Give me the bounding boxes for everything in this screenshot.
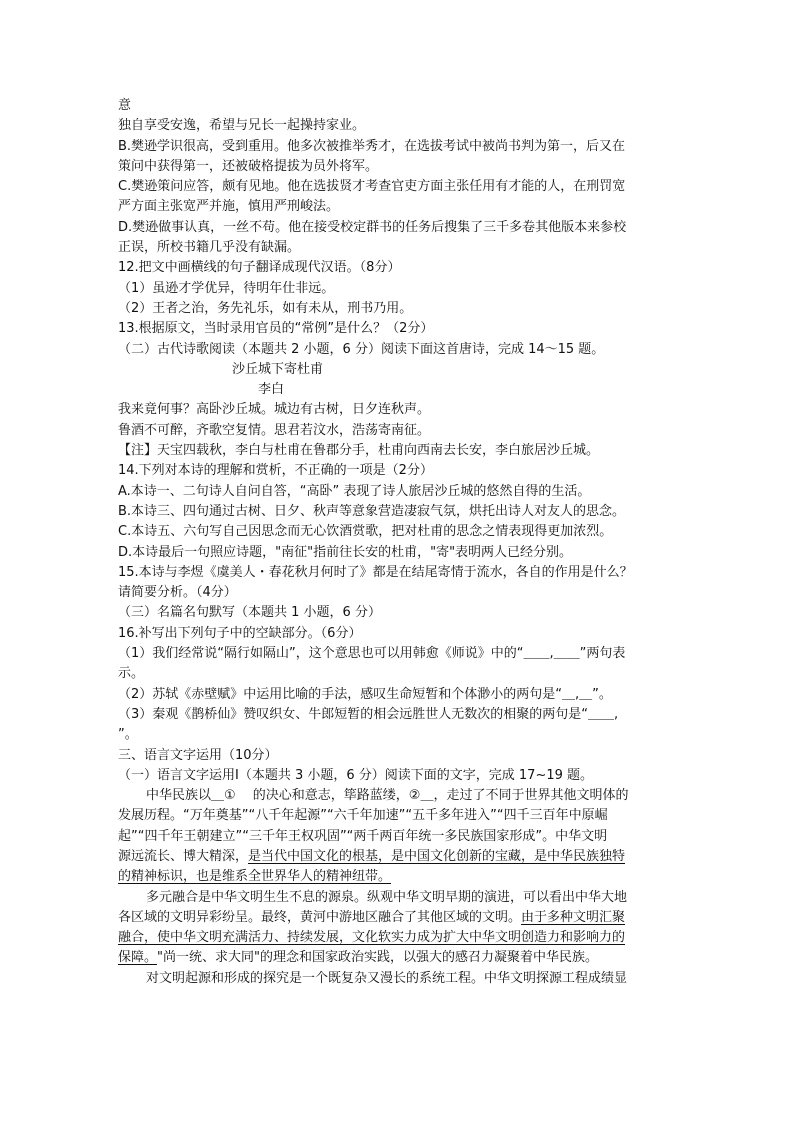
- passage-text: "尚一统、求大同"的理念和国家政治实践，以强大的感召力凝聚着中华民族。: [157, 950, 598, 966]
- underlined-sentence: 由于多种文明汇聚: [521, 909, 626, 925]
- text-line: （1）虽逊才学优异，待明年仕非远。: [118, 280, 335, 296]
- passage-line: 对文明起源和形成的探究是一个既复杂又漫长的系统工程。中华文明探源工程成绩显: [146, 970, 628, 986]
- passage-text: 各区域的文明异彩纷呈。最终，黄河中游地区融合了其他区域的文明。: [118, 909, 522, 925]
- underlined-sentence: 的精神标识，也是维系全世界华人的精神纽带。: [118, 869, 392, 885]
- text-line: 正误，所校书籍几乎没有缺漏。: [118, 240, 301, 256]
- option-d-line: D.本诗最后一句照应诗题，"南征"指前往长安的杜甫，"寄"表明两人已经分别。: [118, 544, 573, 560]
- section-heading: （二）古代诗歌阅读（本题共 2 小题，6 分）阅读下面这首唐诗，完成 14～15 题。: [118, 341, 605, 357]
- text-line: （1）我们经常说“隔行如隔山”，这个意思也可以用韩愈《师说》中的“＿＿,＿＿”两句表: [118, 646, 626, 662]
- poem-note: 【注】天宝四载秋，李白与杜甫在鲁郡分手，杜甫向西南去长安，李白旅居沙丘城。: [118, 443, 600, 459]
- passage-line: 发展历程。“万年奠基”“八千年起源”“六千年加速”“五千多年进入”“四千三百年中原崛: [118, 808, 608, 824]
- underlined-sentence: 融合，使中华文明充满活力、持续发展，文化软实力成为扩大中华文明创造力和影响力的: [118, 930, 626, 946]
- question-15: 15.本诗与李煜《虞美人・春花秋月何时了》都是在结尾寄情于流水，各自的作用是什么？: [118, 564, 633, 580]
- document-page: [118, 96, 678, 989]
- text-line: （2）苏轼《赤壁赋》中运用比喻的手法，感叹生命短暂和个体渺小的两句是“＿,＿”。: [118, 686, 612, 702]
- passage-line: [118, 867, 678, 887]
- passage-line: 多元融合是中华文明生生不息的源泉。纵观中华文明早期的演进，可以看出中华大地: [146, 889, 628, 905]
- passage-text: 源远流长、博大精深，: [118, 848, 249, 864]
- section-heading: （三）名篇名句默写（本题共 1 小题，6 分）: [118, 605, 381, 621]
- poem-line: 我来竟何事？高卧沙丘城。城边有古树，日夕连秋声。: [118, 402, 431, 418]
- section-heading: （一）语言文字运用Ⅰ（本题共 3 小题，6 分）阅读下面的文字，完成 17~19 题。: [118, 767, 594, 783]
- option-c-line: C.本诗五、六句写自己因思念而无心饮酒赏歌，把对杜甫的思念之情表现得更加浓烈。: [118, 524, 613, 540]
- text-line: 意: [118, 98, 132, 113]
- passage-line: [118, 847, 678, 867]
- poem-line: 鲁酒不可醉，齐歌空复情。思君若汶水，浩荡寄南征。: [118, 422, 431, 438]
- option-b-line: B.樊逊学识很高，受到重用。他多次被推举秀才，在选拔考试中被尚书判为第一，后又在: [118, 138, 626, 154]
- underlined-sentence: 保障。: [118, 950, 158, 966]
- option-b-line: B.本诗三、四句通过古树、日夕、秋声等意象营造凄寂气氛，烘托出诗人对友人的思念。: [118, 503, 626, 519]
- text-line: 独自享受安逸，希望与兄长一起操持家业。: [118, 118, 366, 134]
- option-d-line: D.樊逊做事认真，一丝不苟。他在接受校定群书的任务后搜集了三千多卷其他版本来参校: [118, 219, 627, 235]
- text-line: 请简要分析。（4分）: [118, 585, 237, 601]
- underlined-sentence: 是当代中国文化的根基，是中国文化创新的宝藏，是中华民族独特: [248, 848, 626, 864]
- passage-line: [118, 908, 678, 928]
- poem-author: 李白: [258, 382, 285, 398]
- section-heading: 三、语言文字运用（10分）: [118, 747, 278, 763]
- question-13: 13.根据原文，当时录用官员的“常例”是什么？（2分）: [118, 321, 434, 337]
- text-line: （2）王者之治，务先礼乐，如有未从，刑书乃用。: [118, 300, 413, 316]
- passage-line: [118, 948, 678, 968]
- question-14: 14.下列对本诗的理解和赏析，不正确的一项是（2分）: [118, 463, 433, 479]
- option-c-line: C.樊逊策问应答，颇有见地。他在选拔贤才考查官吏方面主张任用有才能的人，在刑罚宽: [118, 179, 626, 195]
- passage-line: 中华民族以＿① 的决心和意志，筚路蓝缕，②＿，走过了不同于世界其他文明体的: [146, 788, 629, 804]
- passage-line: 起”“四千年王朝建立”“三千年王权巩固”“两千两百年统一多民族国家形成”。中华文明: [118, 828, 608, 844]
- option-a-line: A.本诗一、二句诗人自问自答，“高卧” 表现了诗人旅居沙丘城的悠然自得的生活。: [118, 483, 591, 499]
- text-line: ”。: [118, 727, 138, 743]
- text-line: （3）秦观《鹊桥仙》赞叹织女、牛郎短暂的相会远胜世人无数次的相聚的两句是“＿＿,: [118, 706, 619, 722]
- text-line: 示。: [118, 666, 145, 682]
- text-line: 策问中获得第一，还被破格提拔为员外将军。: [118, 158, 379, 174]
- question-16: 16.补写出下列句子中的空缺部分。（6分）: [118, 625, 362, 641]
- text-line: 严方面主张宽严并施，慎用严刑峻法。: [118, 199, 340, 215]
- passage-line: [118, 928, 678, 948]
- poem-title: 沙丘城下寄杜甫: [232, 361, 324, 377]
- question-12: 12.把文中画横线的句子翻译成现代汉语。（8分）: [118, 260, 401, 276]
